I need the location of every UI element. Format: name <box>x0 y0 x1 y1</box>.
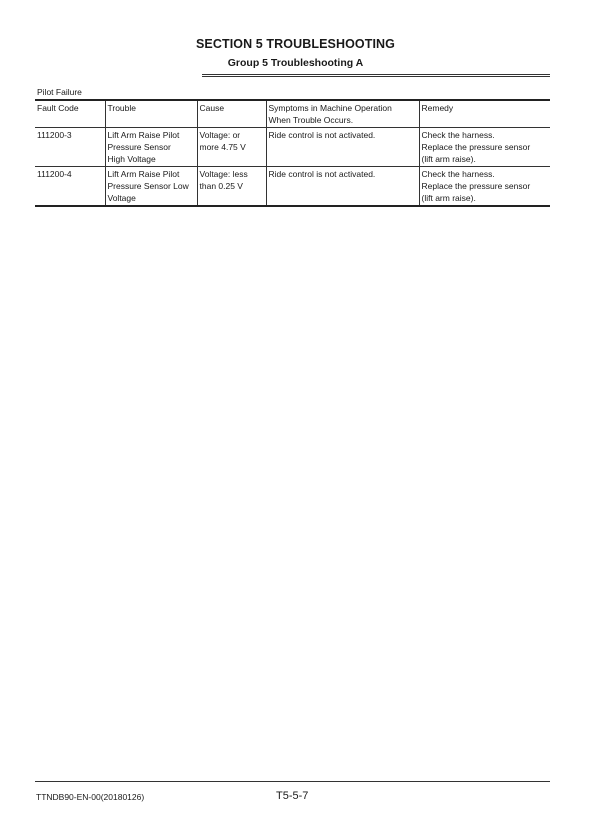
cell-trouble: Lift Arm Raise Pilot Pressure Sensor Low Voltage <box>105 167 197 207</box>
cell-trouble: Lift Arm Raise Pilot Pressure Sensor High Voltage <box>105 128 197 167</box>
table-header-row <box>35 100 550 128</box>
column-header-fault-code: Fault Code <box>37 103 79 113</box>
column-header-symptoms: Symptoms in Machine Operation When Trouble Occurs. <box>266 100 419 128</box>
cell-symptoms: Ride control is not activated. <box>266 167 419 207</box>
table-caption: Pilot Failure <box>37 87 82 97</box>
cell-fault-code: 111200-3 <box>37 130 72 140</box>
header-double-rule <box>202 74 550 77</box>
cell-remedy: Check the harness. Replace the pressure sensor (lift arm raise). <box>419 167 550 207</box>
fault-table <box>35 99 550 207</box>
footer-rule <box>35 781 550 782</box>
cell-remedy: Check the harness. Replace the pressure sensor (lift arm raise). <box>419 128 550 167</box>
cell-cause: Voltage: or more 4.75 V <box>197 128 266 167</box>
column-header-trouble: Trouble <box>105 100 197 128</box>
column-header-cause: Cause <box>197 100 266 128</box>
group-title: Group 5 Troubleshooting A <box>227 57 364 69</box>
cell-symptoms: Ride control is not activated. <box>266 128 419 167</box>
column-header-remedy: Remedy <box>419 100 550 128</box>
page-number: T5-5-7 <box>276 790 309 802</box>
table-row <box>35 128 550 167</box>
cell-cause: Voltage: less than 0.25 V <box>197 167 266 207</box>
cell-fault-code: 111200-4 <box>37 169 72 179</box>
document-code: TTNDB90-EN-00(20180126) <box>36 792 145 802</box>
table-row <box>35 167 550 207</box>
section-title: SECTION 5 TROUBLESHOOTING <box>195 37 396 51</box>
